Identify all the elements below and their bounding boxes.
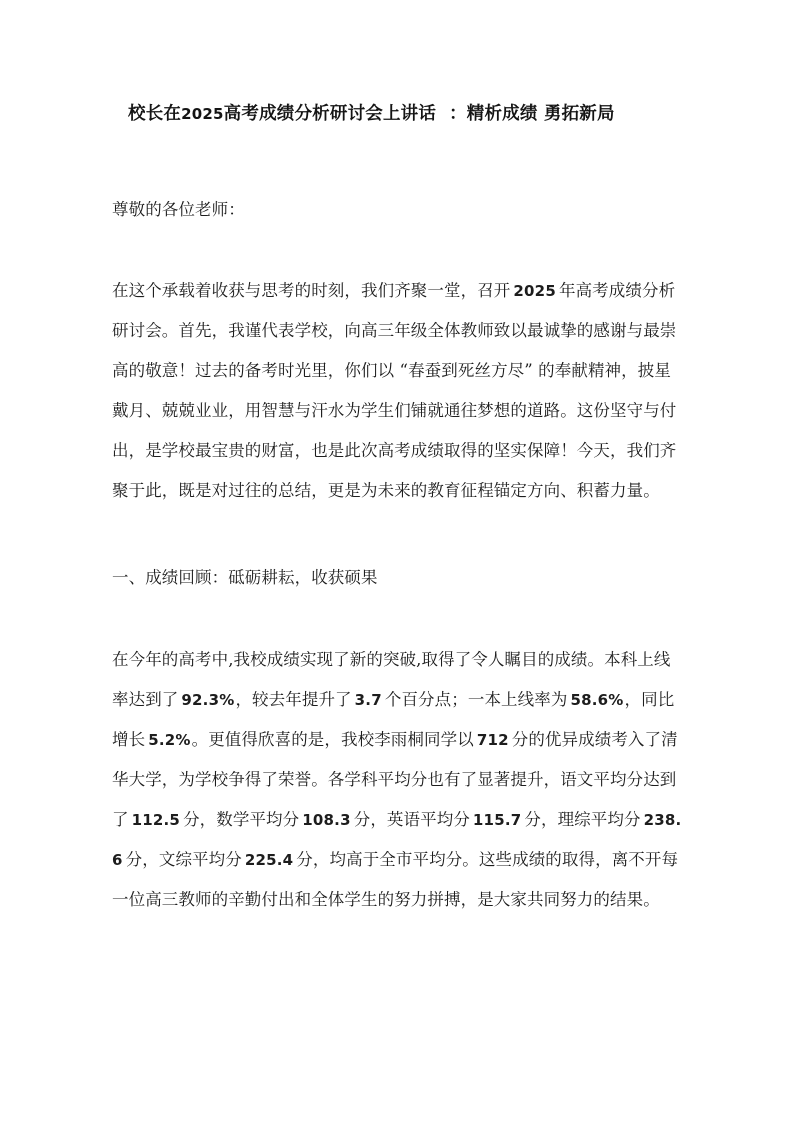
section-heading-achievements: 一、成绩回顾：砥砺耕耘，收获硕果: [112, 568, 378, 587]
stats-text-6: 分的优异成绩考入了清华大学，为学校争得了荣誉。各学科平均分也有了显著提升，语文平均分达到了: [112, 730, 678, 829]
paragraph1-text-1: 在这个承载着收获与思考的时刻，我们齐聚一堂，召开: [112, 281, 511, 300]
stat-tier-one-increase: 5.2%: [148, 731, 191, 749]
achievements-paragraph: [112, 598, 684, 920]
stat-top-score: 712: [476, 731, 509, 749]
paragraph1-year-value: 2025: [513, 282, 556, 300]
title-segment-prefix: 校长在: [128, 104, 182, 124]
opening-paragraph: [112, 230, 684, 511]
stats-text-1: 在今年的高考中,我校成绩实现了新的突破,取得了令人瞩目的成绩。本科上线率达到了: [112, 650, 671, 709]
stats-text-11: 分，均高于全市平均分。这些成绩的取得，离不开每一位高三教师的辛勤付出和全体学生的努力拼搏，是大家共同努力的结果。: [112, 850, 679, 909]
stats-text-8: 分，英语平均分: [353, 810, 470, 829]
document-content: [112, 0, 684, 920]
stat-math-average: 108.3: [302, 811, 351, 829]
stats-text-3: 个百分点；一本上线率为: [384, 690, 568, 709]
stat-chinese-average: 112.5: [131, 811, 181, 829]
stats-text-7: 分，数学平均分: [183, 810, 300, 829]
stat-undergraduate-increase: 3.7: [354, 691, 382, 709]
salutation-line: 尊敬的各位老师：: [112, 200, 245, 219]
stats-text-4: ，同比增长: [112, 690, 675, 749]
document-title: [112, 0, 684, 127]
title-year: 2025: [181, 105, 224, 123]
paragraph1-text-2: 年高考成绩分析研讨会。首先，我谨代表学校，向高三年级全体教师致以最诚挚的感谢与最崇高的敬意！过去的备考时光里，你们以 “春蚕到死丝方尽” 的奉献精神，披星戴月、兢兢业业，用智慧与汗水为学生们铺就通往梦想的道路。这份坚守与付出，是学校最宝贵的财富，也是此次高考成绩取得的坚实保障！今天，我们齐聚于此，既是对过往的总结，更是为未来的教育征程锚定方向、积蓄力量。: [112, 281, 677, 500]
title-colon: ：: [449, 104, 467, 124]
stats-text-10: 分，文综平均分: [125, 850, 242, 869]
stats-text-2: ，较去年提升了: [235, 690, 352, 709]
stats-text-5: 。更值得欣喜的是，我校李雨桐同学以: [191, 730, 474, 749]
title-segment-subtitle: 精析成绩 勇拓新局: [466, 104, 615, 124]
stat-english-average: 115.7: [472, 811, 522, 829]
stats-text-9: 分，理综平均分: [524, 810, 641, 829]
stat-tier-one-rate: 58.6%: [570, 691, 624, 709]
stat-liberal-arts-average: 225.4: [244, 851, 294, 869]
stat-science-average: 238.6: [112, 811, 682, 869]
stat-undergraduate-rate: 92.3%: [181, 691, 235, 709]
title-segment-main: 高考成绩分析研讨会上讲话: [223, 104, 437, 124]
